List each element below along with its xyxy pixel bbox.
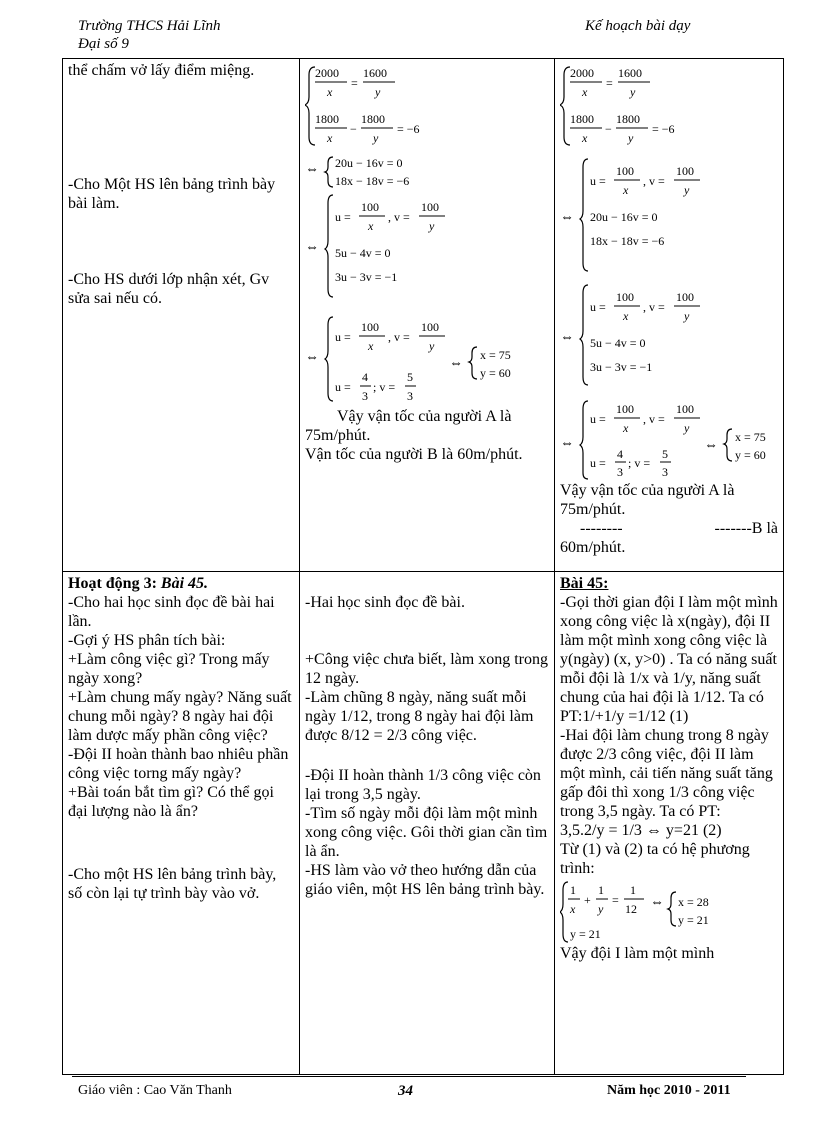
svg-text:100: 100 xyxy=(676,164,694,178)
school-name: Trường THCS Hải Lĩnh xyxy=(78,18,221,34)
svg-text:1800: 1800 xyxy=(361,112,385,126)
board-cell xyxy=(555,59,784,572)
equation-step-2 xyxy=(305,195,445,297)
board-conclusion: Vậy vận tốc của người A là 75m/phút. xyxy=(560,482,735,518)
svg-text:; v =: ; v = xyxy=(373,380,396,394)
svg-text:= −6: = −6 xyxy=(397,122,420,136)
student-line: +Công việc chưa biết, làm xong trong 12 ngày. xyxy=(305,651,548,687)
svg-text:1600: 1600 xyxy=(363,66,387,80)
page-number: 34 xyxy=(398,1083,413,1099)
board-conclusion-b: 60m/phút. xyxy=(560,539,626,556)
svg-text:y: y xyxy=(628,131,634,145)
teacher-line: +Làm chung mấy ngày? Năng suất chung mỗi ngày? 8 ngày hai đội làm dược mấy phần công việc? xyxy=(68,689,292,744)
svg-text:y = 60: y = 60 xyxy=(735,448,766,462)
svg-text:=: = xyxy=(606,76,613,90)
svg-text:⇔: ⇔ xyxy=(704,438,718,453)
subject-name: Đại số 9 xyxy=(78,36,129,52)
teacher-line: +Làm công việc gì? Trong mấy ngày xong? xyxy=(68,651,270,687)
board-paragraph: Từ (1) và (2) ta có hệ phương trình: xyxy=(560,841,750,877)
student-activity-cell xyxy=(300,572,555,1075)
student-activity-cell xyxy=(300,59,555,572)
svg-text:100: 100 xyxy=(616,164,634,178)
teacher-line: thể chấm vở lấy điểm miệng. xyxy=(68,62,255,79)
svg-text:1: 1 xyxy=(630,883,636,897)
svg-text:u =: u = xyxy=(335,210,351,224)
svg-text:x: x xyxy=(327,85,333,99)
svg-text:+: + xyxy=(584,893,591,907)
svg-text:x = 75: x = 75 xyxy=(735,430,766,444)
teacher-line: -Gợi ý HS phân tích bài: xyxy=(68,632,226,649)
svg-text:x: x xyxy=(327,131,333,145)
svg-text:20u − 16v = 0: 20u − 16v = 0 xyxy=(590,210,658,224)
lesson-plan-table xyxy=(62,58,784,1075)
svg-text:3u − 3v = −1: 3u − 3v = −1 xyxy=(590,360,653,374)
svg-text:u =: u = xyxy=(335,380,351,394)
teacher-line: -Cho một HS lên bảng trình bày, số còn lại tự trình bày vào vở. xyxy=(68,866,277,902)
svg-text:1800: 1800 xyxy=(315,112,339,126)
svg-text:u =: u = xyxy=(590,412,606,426)
svg-text:⇔: ⇔ xyxy=(305,162,319,177)
svg-text:3u − 3v = −1: 3u − 3v = −1 xyxy=(335,270,398,284)
velocity-conclusion-b: Vận tốc của người B là 60m/phút. xyxy=(305,446,523,463)
board-system-top xyxy=(560,66,675,145)
equation-steps xyxy=(305,61,545,403)
svg-text:−: − xyxy=(350,122,357,136)
teacher-line: -Cho Một HS lên bảng trình bày bài làm. xyxy=(68,176,276,212)
svg-text:100: 100 xyxy=(616,402,634,416)
fraction-num: 2000 xyxy=(315,66,339,80)
svg-text:⇔: ⇔ xyxy=(560,436,574,451)
svg-text:y: y xyxy=(375,85,381,99)
svg-text:u =: u = xyxy=(590,174,606,188)
equation-system-top xyxy=(305,66,420,145)
velocity-conclusion: Vậy vận tốc của người A là 75m/phút. xyxy=(305,408,512,444)
student-line: -Đội II hoàn thành 1/3 công việc còn lại trong 3,5 ngày. xyxy=(305,767,541,803)
svg-text:12: 12 xyxy=(625,902,637,916)
svg-text:1600: 1600 xyxy=(618,66,642,80)
svg-text:1: 1 xyxy=(598,883,604,897)
board-equation-line: 3,5.2/y = 1/3 ⇔ y=21 (2) xyxy=(560,822,722,839)
board-step-2 xyxy=(560,285,700,385)
svg-text:4: 4 xyxy=(362,370,368,384)
svg-text:18x − 18v = −6: 18x − 18v = −6 xyxy=(335,174,410,188)
svg-text:=: = xyxy=(351,76,358,90)
svg-text:y: y xyxy=(684,183,690,197)
svg-text:y: y xyxy=(373,131,379,145)
board-step-1 xyxy=(560,159,700,271)
teacher-line: -Cho hai học sinh đọc đề bài hai lần. xyxy=(68,594,275,630)
school-year: Năm học 2010 - 2011 xyxy=(607,1083,731,1098)
svg-text:y: y xyxy=(429,339,435,353)
svg-text:3: 3 xyxy=(662,465,668,479)
board-equation-steps xyxy=(560,61,778,481)
svg-text:1: 1 xyxy=(570,883,576,897)
svg-text:⇔: ⇔ xyxy=(449,356,463,371)
svg-text:x: x xyxy=(368,339,374,353)
svg-text:4: 4 xyxy=(617,447,623,461)
svg-text:; v =: ; v = xyxy=(628,456,651,470)
svg-text:100: 100 xyxy=(616,290,634,304)
svg-text:5: 5 xyxy=(407,370,413,384)
svg-text:u =: u = xyxy=(590,456,606,470)
student-line: -Làm chũng 8 ngày, năng suất mỗi ngày 1/12, trong 8 ngày hai đội làm được 8/12 = 2/3 công việc. xyxy=(305,689,534,744)
svg-text:100: 100 xyxy=(361,200,379,214)
svg-text:x: x xyxy=(623,309,629,323)
teacher-line: -Cho HS dưới lớp nhận xét, Gv sửa sai nếu có. xyxy=(68,271,270,307)
svg-text:x: x xyxy=(582,85,588,99)
svg-text:y: y xyxy=(429,219,435,233)
svg-text:100: 100 xyxy=(421,320,439,334)
svg-text:3: 3 xyxy=(362,389,368,403)
svg-text:18x − 18v = −6: 18x − 18v = −6 xyxy=(590,234,665,248)
svg-text:5u − 4v = 0: 5u − 4v = 0 xyxy=(590,336,646,350)
svg-text:x: x xyxy=(570,902,576,916)
svg-text:x: x xyxy=(623,183,629,197)
board-step-3 xyxy=(560,401,766,479)
svg-text:x: x xyxy=(368,219,374,233)
equation-step-3 xyxy=(305,317,511,403)
svg-text:= −6: = −6 xyxy=(652,122,675,136)
teacher-activity-cell xyxy=(63,572,300,1075)
svg-text:y: y xyxy=(684,309,690,323)
svg-text:y: y xyxy=(684,421,690,435)
board-system-bai45 xyxy=(560,878,760,944)
footer-rule xyxy=(72,1076,746,1077)
svg-text:=: = xyxy=(612,893,619,907)
svg-text:x = 28: x = 28 xyxy=(678,895,709,909)
teacher-line: +Bài toán bắt tìm gì? Có thể gọi đại lượng nào là ẩn? xyxy=(68,784,274,820)
dashes-left: -------- xyxy=(580,520,623,537)
svg-text:y = 21: y = 21 xyxy=(570,927,601,941)
board-paragraph: -Hai đội làm chung trong 8 ngày được 2/3 công việc, đội II làm một mình, cải tiến năng suất tăng gấp đôi thì xong 1/3 công việc trong 3,5 ngày. Ta có PT: xyxy=(560,727,773,820)
dashes-right: -------B là xyxy=(714,520,778,537)
svg-text:u =: u = xyxy=(335,330,351,344)
svg-text:100: 100 xyxy=(421,200,439,214)
svg-text:5u − 4v = 0: 5u − 4v = 0 xyxy=(335,246,391,260)
board-paragraph: -Gọi thời gian đội I làm một mình xong công việc là x(ngày), đội II làm một mình xong công việc là y(ngày) (x, y>0) . Ta có năng suất mỗi đội là 1/x và 1/y, năng suất chung của hai đội là 1/12. Ta có PT:1/+1/y =1/12 (1) xyxy=(560,594,778,725)
student-line: -Tìm số ngày mỗi đội làm một mình xong công việc. Gôi thời gian cần tìm là ẩn. xyxy=(305,805,548,860)
svg-text:, v =: , v = xyxy=(388,330,410,344)
svg-text:100: 100 xyxy=(361,320,379,334)
svg-text:u =: u = xyxy=(590,300,606,314)
svg-text:3: 3 xyxy=(407,389,413,403)
document-type: Kế hoạch bài dạy xyxy=(585,18,691,34)
svg-text:, v =: , v = xyxy=(643,412,665,426)
svg-text:⇔: ⇔ xyxy=(650,895,664,910)
svg-text:−: − xyxy=(605,122,612,136)
svg-text:100: 100 xyxy=(676,290,694,304)
svg-text:, v =: , v = xyxy=(643,300,665,314)
svg-text:, v =: , v = xyxy=(643,174,665,188)
svg-text:y: y xyxy=(630,85,636,99)
svg-text:y = 60: y = 60 xyxy=(480,366,511,380)
svg-text:20u − 16v = 0: 20u − 16v = 0 xyxy=(335,156,403,170)
board-last-line: Vậy đội I làm một mình xyxy=(560,945,715,962)
svg-text:3: 3 xyxy=(617,465,623,479)
svg-text:5: 5 xyxy=(662,447,668,461)
svg-text:1800: 1800 xyxy=(570,112,594,126)
svg-text:y: y xyxy=(598,902,604,916)
svg-text:y = 21: y = 21 xyxy=(678,913,709,927)
teacher-activity-cell xyxy=(63,59,300,572)
student-line: -HS làm vào vở theo hướng dẫn của giáo viên, một HS lên bảng trình bày. xyxy=(305,862,545,898)
table-row xyxy=(63,572,784,1075)
svg-text:x: x xyxy=(582,131,588,145)
board-title: Bài 45: xyxy=(560,575,609,592)
svg-text:1800: 1800 xyxy=(616,112,640,126)
svg-text:⇔: ⇔ xyxy=(305,350,319,365)
svg-text:100: 100 xyxy=(676,402,694,416)
teacher-line: -Đội II hoàn thành bao nhiêu phần công việc torng mấy ngày? xyxy=(68,746,289,782)
board-conclusion-dashes xyxy=(560,519,778,538)
student-line: -Hai học sinh đọc đề bài. xyxy=(305,594,465,611)
svg-text:2000: 2000 xyxy=(570,66,594,80)
table-row xyxy=(63,59,784,572)
svg-text:x = 75: x = 75 xyxy=(480,348,511,362)
svg-text:⇔: ⇔ xyxy=(305,240,319,255)
svg-text:⇔: ⇔ xyxy=(560,210,574,225)
footer-teacher: Giáo viên : Cao Văn Thanh xyxy=(78,1083,232,1098)
svg-text:x: x xyxy=(623,421,629,435)
svg-text:⇔: ⇔ xyxy=(560,330,574,345)
activity-title: Hoạt động 3: Bài 45. xyxy=(68,575,209,592)
board-cell xyxy=(555,572,784,1075)
svg-text:, v =: , v = xyxy=(388,210,410,224)
equation-step-1 xyxy=(305,156,409,188)
